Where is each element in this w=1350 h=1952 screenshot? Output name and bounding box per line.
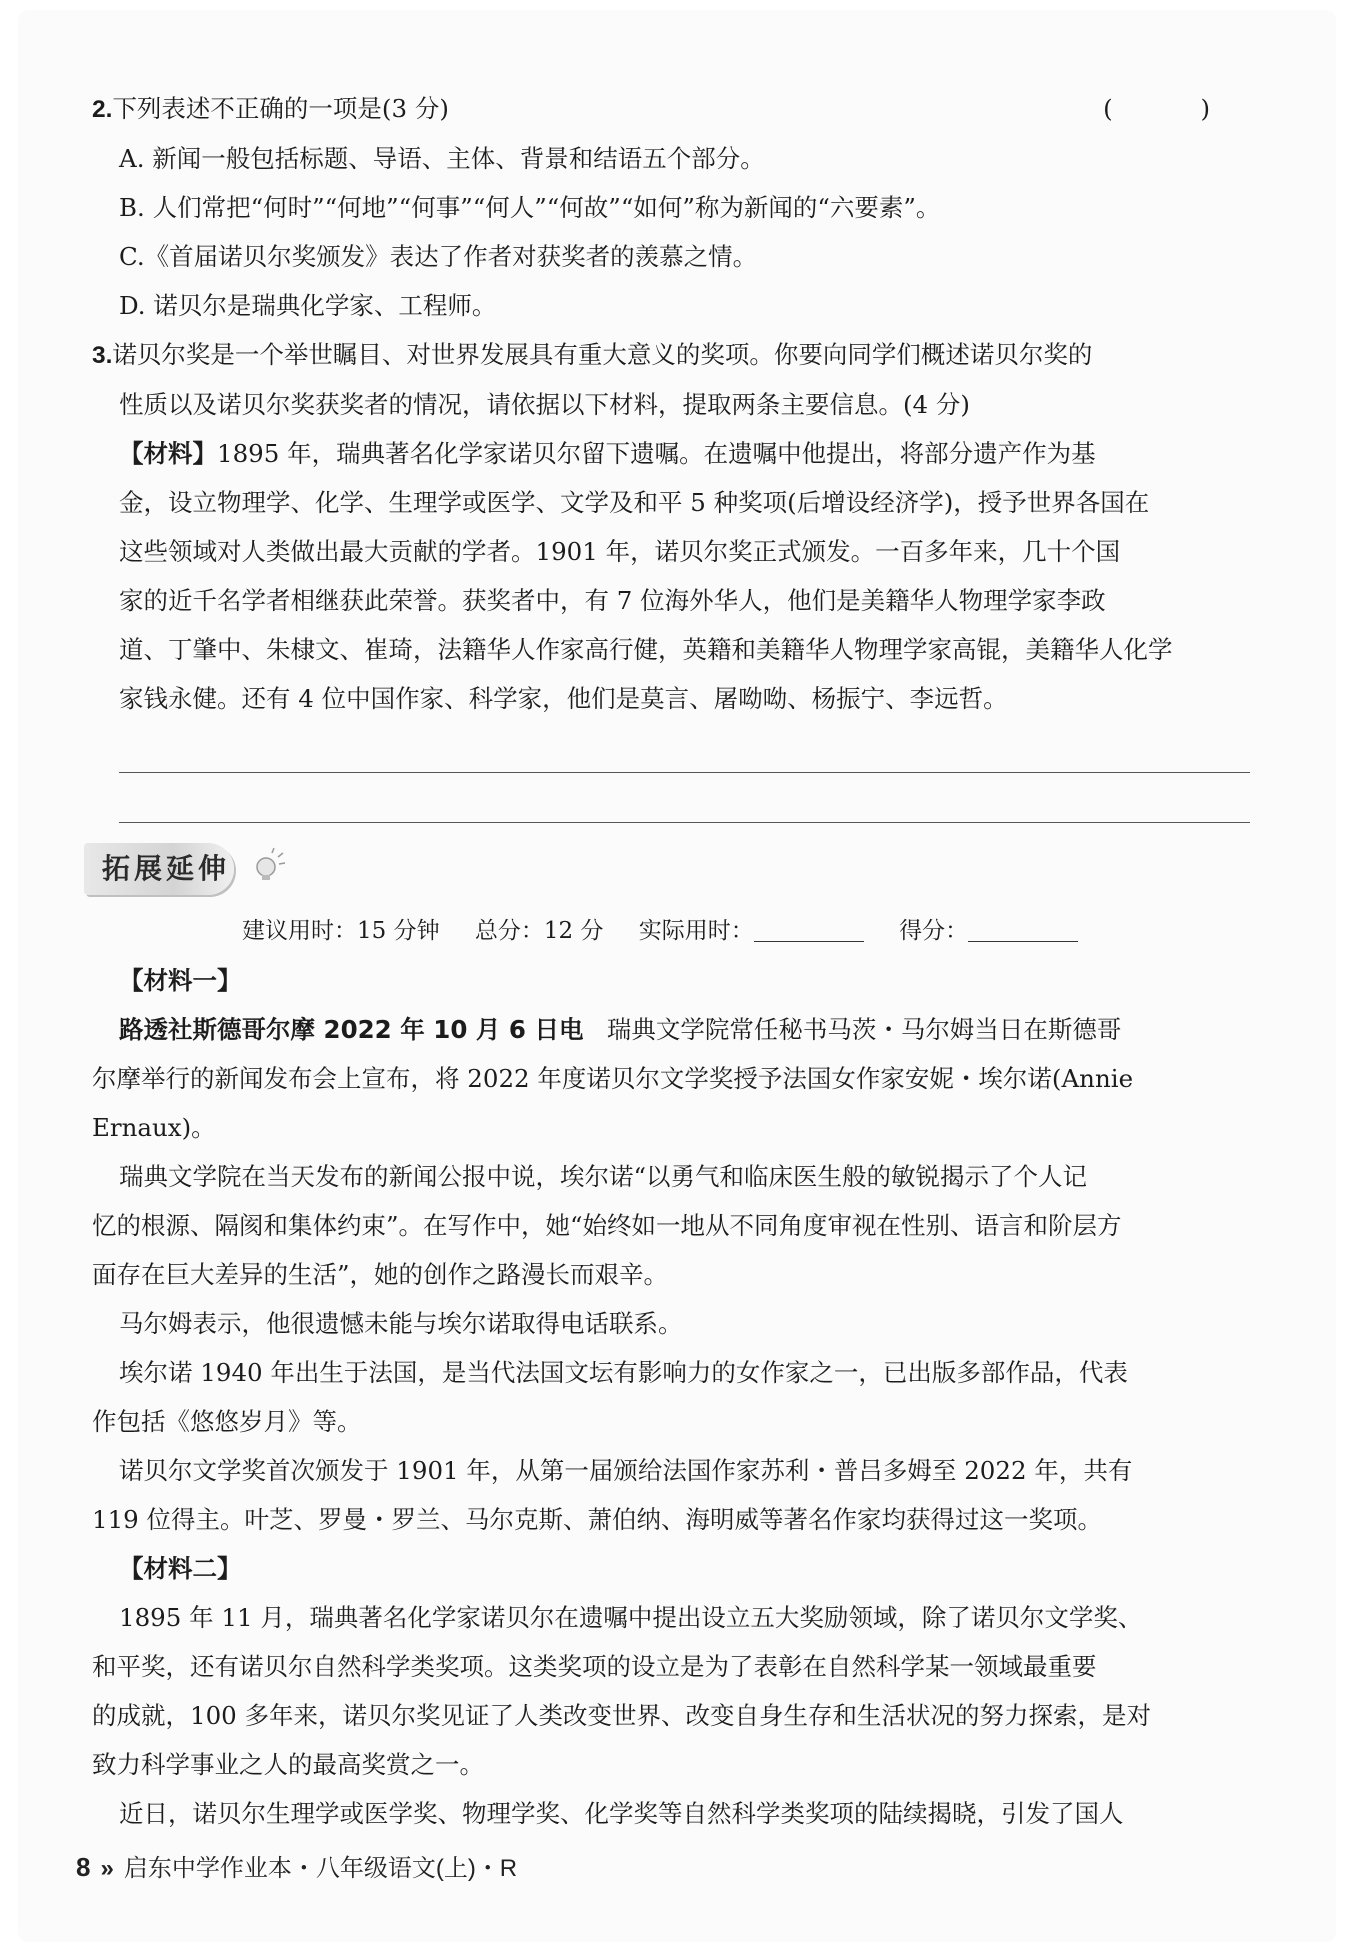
- material-line: 家钱永健。还有 4 位中国作家、科学家，他们是莫言、屠呦呦、杨振宁、李远哲。: [119, 684, 1008, 713]
- section-title: 拓展延伸: [102, 852, 231, 885]
- actual-time-label: 实际用时：: [638, 918, 754, 944]
- material-1-line: 尔摩举行的新闻发布会上宣布，将 2022 年度诺贝尔文学奖授予法国女作家安妮・埃尔诺(Annie: [92, 1064, 1134, 1093]
- dateline: 路透社斯德哥尔摩 2022 年 10 月 6 日电: [119, 1015, 584, 1044]
- option-b: B. 人们常把“何时”“何地”“何事”“何人”“何故”“如何”称为新闻的“六要素”。: [119, 193, 941, 222]
- material-text: 1895 年，瑞典著名化学家诺贝尔留下遗嘱。在遗嘱中他提出，将部分遗产作为基: [217, 439, 1096, 468]
- material-text: 瑞典文学院常任秘书马茨・马尔姆当日在斯德哥: [606, 1015, 1122, 1044]
- page-number: 8: [76, 1852, 91, 1882]
- paragraph-line: 1895 年 11 月，瑞典著名化学家诺贝尔在遗嘱中提出设立五大奖励领域，除了诺贝尔文学奖、: [119, 1603, 1143, 1632]
- material-1-line: [92, 1005, 1250, 1054]
- question-3-stem-line-2: 性质以及诺贝尔奖获奖者的情况，请依据以下材料，提取两条主要信息。(4 分): [119, 390, 970, 419]
- lightbulb-icon: [248, 847, 288, 887]
- paragraph-line: 忆的根源、隔阂和集体约束”。在写作中，她“始终如一地从不同角度审视在性别、语言和阶层方: [92, 1211, 1122, 1240]
- score-field[interactable]: [968, 919, 1078, 942]
- answer-bracket[interactable]: ( ): [1103, 94, 1250, 123]
- material-line: 道、丁肇中、朱棣文、崔琦，法籍华人作家高行健，英籍和美籍华人物理学家高锟，美籍华人化学: [119, 635, 1173, 664]
- question-3: [92, 330, 1250, 823]
- paragraph-line: 作包括《悠悠岁月》等。: [92, 1407, 362, 1436]
- section-header: [92, 837, 1250, 907]
- actual-time-field[interactable]: [754, 919, 864, 942]
- option-d: D. 诺贝尔是瑞典化学家、工程师。: [119, 291, 497, 320]
- material-1-label: 【材料一】: [119, 966, 242, 995]
- paragraph-line: 马尔姆表示，他很遗憾未能与埃尔诺取得电话联系。: [119, 1309, 683, 1338]
- answer-line-1[interactable]: [119, 723, 1250, 773]
- question-2-stem: [92, 84, 1250, 134]
- paragraph-line: 近日，诺贝尔生理学或医学奖、物理学奖、化学奖等自然科学类奖项的陆续揭晓，引发了国人: [119, 1799, 1124, 1828]
- total-score: 总分：12 分: [474, 918, 604, 944]
- paragraph-line: 致力科学事业之人的最高奖赏之一。: [92, 1750, 484, 1779]
- paragraph-line: 的成就，100 多年来，诺贝尔奖见证了人类改变世界、改变自身生存和生活状况的努力探索，是对: [92, 1701, 1152, 1730]
- material-line: 这些领域对人类做出最大贡献的学者。1901 年，诺贝尔奖正式颁发。一百多年来，几十个国: [119, 537, 1121, 566]
- question-3-stem-line-1: [92, 330, 1250, 380]
- suggested-time: 建议用时：15 分钟: [242, 918, 440, 944]
- material-line: [119, 429, 1250, 478]
- paragraph-line: 诺贝尔文学奖首次颁发于 1901 年，从第一届颁给法国作家苏利・普吕多姆至 2022 年，共有: [119, 1456, 1133, 1485]
- book-title: 启东中学作业本・八年级语文(上)・R: [123, 1855, 518, 1882]
- page-content: [92, 84, 1250, 1838]
- material-line: 金，设立物理学、化学、生理学或医学、文学及和平 5 种奖项(后增设经济学)，授予世界各国在: [119, 488, 1150, 517]
- question-2: [92, 84, 1250, 330]
- paragraph-line: 埃尔诺 1940 年出生于法国，是当代法国文坛有影响力的女作家之一，已出版多部作品，代表: [119, 1358, 1128, 1387]
- time-score-row: [92, 907, 1250, 956]
- question-number: 2.: [92, 96, 113, 123]
- page-footer: [76, 1848, 517, 1883]
- question-text: 下列表述不正确的一项是(3 分): [112, 94, 449, 123]
- paragraph-line: 面存在巨大差异的生活”，她的创作之路漫长而艰辛。: [92, 1260, 669, 1289]
- question-number: 3.: [92, 342, 113, 369]
- paragraph-line: 和平奖，还有诺贝尔自然科学类奖项。这类奖项的设立是为了表彰在自然科学某一领域最重要: [92, 1652, 1097, 1681]
- paragraph-line: 119 位得主。叶芝、罗曼・罗兰、马尔克斯、萧伯纳、海明威等著名作家均获得过这一奖项。: [92, 1505, 1103, 1534]
- material-1: [92, 1005, 1250, 1544]
- double-chevron-icon: »: [100, 1855, 114, 1882]
- question-text: 诺贝尔奖是一个举世瞩目、对世界发展具有重大意义的奖项。你要向同学们概述诺贝尔奖的: [112, 340, 1093, 369]
- material-label: 【材料】: [119, 439, 217, 468]
- paragraph-line: 瑞典文学院在当天发布的新闻公报中说，埃尔诺“以勇气和临床医生般的敏锐揭示了个人记: [119, 1162, 1088, 1191]
- score-label: 得分：: [899, 918, 969, 944]
- answer-line-2[interactable]: [119, 773, 1250, 823]
- material-2: [92, 1593, 1250, 1838]
- material-line: 家的近千名学者相继获此荣誉。获奖者中，有 7 位海外华人，他们是美籍华人物理学家李政: [119, 586, 1106, 615]
- option-a: A. 新闻一般包括标题、导语、主体、背景和结语五个部分。: [119, 144, 765, 173]
- material-block: [92, 429, 1250, 723]
- material-1-line: Ernaux)。: [92, 1113, 216, 1142]
- material-2-label: 【材料二】: [119, 1554, 242, 1583]
- option-c: C.《首届诺贝尔奖颁发》表达了作者对获奖者的羡慕之情。: [119, 242, 758, 271]
